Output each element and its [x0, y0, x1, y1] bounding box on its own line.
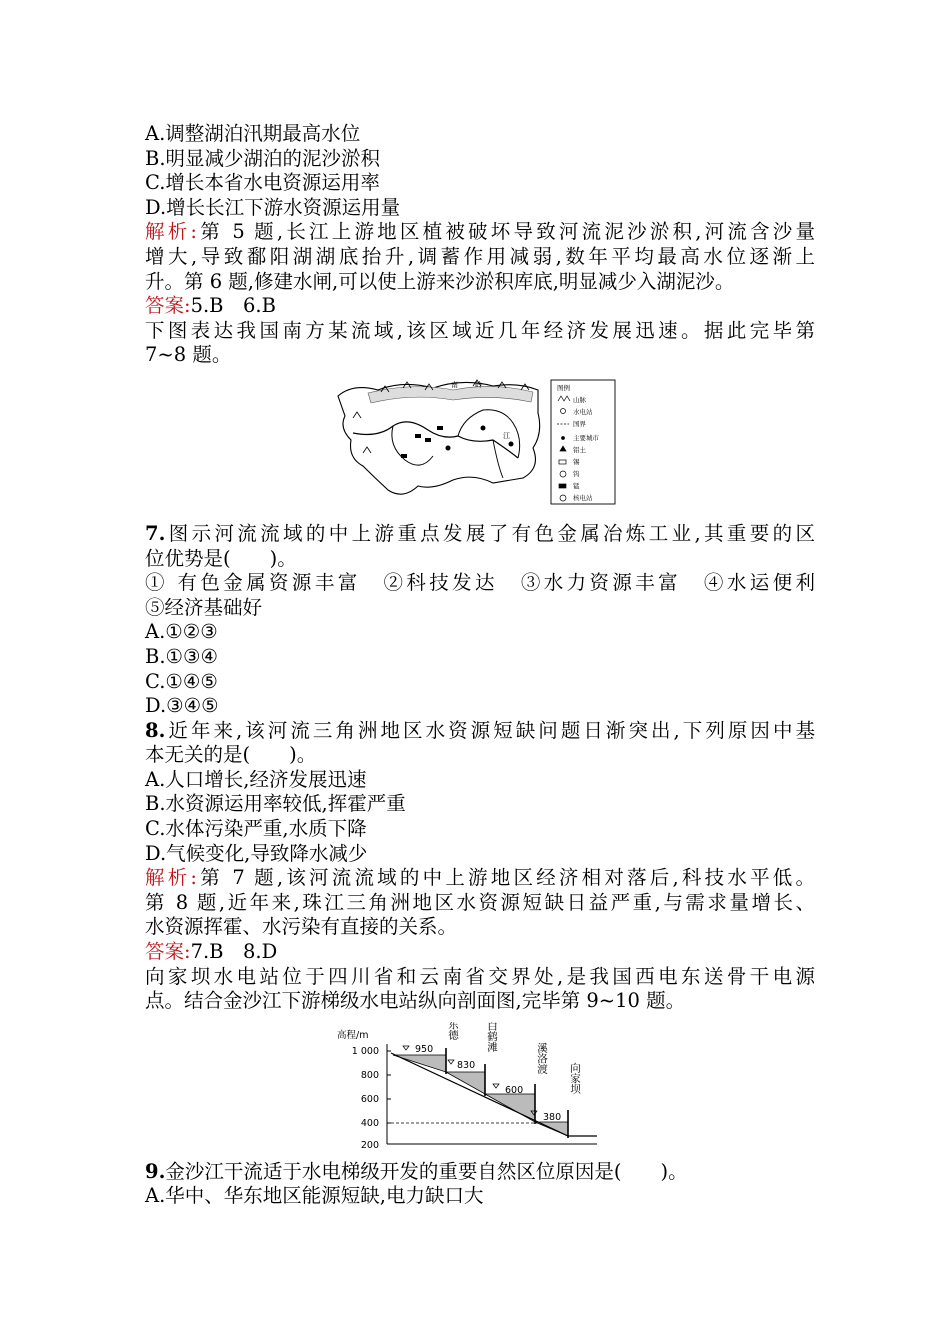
- q7-option-a: A.①②③: [145, 620, 218, 644]
- q7-choices-line-1: ① 有色金属资源丰富 ②科技发达 ③水力资源丰富 ④水运便利: [145, 571, 815, 595]
- station-xiluodu: 溪洛渡: [536, 1042, 548, 1074]
- station-wudongde: 乌东德: [447, 1021, 459, 1040]
- level-830: 830: [457, 1059, 476, 1071]
- q7-choices-line-2: ⑤经济基础好: [145, 595, 263, 619]
- legend-item-nuclear: 核电站: [573, 493, 593, 502]
- reservoir-xiluodu: [485, 1094, 535, 1122]
- legend-item-bauxite: 铝土: [573, 445, 586, 454]
- legend-item-border: 国界: [573, 419, 586, 428]
- intro-2-line-2: 7~8 题。: [145, 343, 232, 367]
- level-950: 950: [415, 1043, 434, 1055]
- ytick-200: 200: [360, 1139, 379, 1150]
- analysis-2-line-1: 解析:第 7 题,该河流流域的中上游地区经济相对落后,科技水平低。: [145, 866, 816, 890]
- map-legend: [551, 380, 615, 504]
- q7-number: 7.: [145, 521, 166, 545]
- reservoir-baihetan: [446, 1072, 485, 1094]
- q9-line-1: 9.金沙江干流适于水电梯级开发的重要自然区位原因是( )。: [145, 1159, 688, 1183]
- answer-label: 答案:: [145, 294, 191, 318]
- analysis-2-line-3: 水资源挥霍、水污染有直接的关系。: [145, 915, 458, 939]
- map-label-nan: 南: [451, 380, 458, 389]
- q7-line-1: 7.图示河流流域的中上游重点发展了有色金属冶炼工业,其重要的区: [145, 521, 815, 545]
- q8-option-b: B.水资源运用率较低,挥霍严重: [145, 792, 406, 816]
- q6-option-d: D.增长长江下游水资源运用量: [145, 195, 401, 219]
- analysis-label: 解析:: [145, 866, 198, 890]
- analysis-1-line-1: 解析:第 5 题,长江上游地区植被破坏导致河流泥沙淤积,河流含沙量: [145, 220, 816, 244]
- station-xiangjiaba: 向家坝: [569, 1062, 581, 1094]
- analysis-1-line-2: 增大,导致鄱阳湖湖底抬升,调蓄作用减弱,数年平均最高水位逐渐上: [145, 244, 815, 268]
- q8-line-2: 本无关的是( )。: [145, 743, 317, 767]
- profile-ylabel: 高程/m: [337, 1029, 369, 1041]
- q6-option-a: A.调整湖泊汛期最高水位: [145, 122, 361, 145]
- legend-title: 图例: [557, 383, 570, 392]
- q8-number: 8.: [145, 718, 166, 742]
- legend-item-hydro: 水电站: [573, 407, 593, 416]
- answer-1: 答案:5.B 6.B: [145, 294, 276, 318]
- level-600: 600: [505, 1084, 524, 1096]
- legend-item-tin: 锡: [573, 457, 580, 466]
- hydropower-profile: [335, 1022, 605, 1150]
- intro-3-line-1: 向家坝水电站位于四川省和云南省交界处,是我国西电东送骨干电源: [145, 964, 815, 988]
- analysis-2-line-2: 第 8 题,近年来,珠江三角洲地区水资源短缺日益严重,与需求量增长、: [145, 890, 815, 914]
- answer-2: 答案:7.B 8.D: [145, 940, 278, 964]
- legend-item-manganese: 锰: [573, 481, 580, 490]
- q8-line-1: 8.近年来,该河流三角洲地区水资源短缺问题日渐突出,下列原因中基: [145, 718, 815, 742]
- q8-option-a: A.人口增长,经济发展迅速: [145, 767, 367, 791]
- q9-option-a: A.华中、华东地区能源短缺,电力缺口大: [145, 1184, 484, 1208]
- river-basin-map: [333, 378, 618, 508]
- ytick-600: 600: [360, 1093, 379, 1105]
- ytick-1000: 1 000: [351, 1045, 379, 1057]
- q7-option-c: C.①④⑤: [145, 669, 218, 693]
- q7-line-2: 位优势是( )。: [145, 546, 297, 570]
- station-baihetan: 白鹤滩: [486, 1021, 498, 1052]
- ytick-800: 800: [360, 1069, 379, 1081]
- q8-option-d: D.气候变化,导致降水减少: [145, 841, 368, 865]
- legend-item-city: 主要城市: [573, 433, 599, 442]
- analysis-label: 解析:: [145, 220, 198, 244]
- q9-number: 9.: [145, 1159, 166, 1183]
- analysis-1-line-3: 升。第 6 题,修建水闸,可以使上游来沙淤积库底,明显减少入湖泥沙。: [145, 269, 735, 293]
- legend-item-mountain: 山脉: [573, 395, 586, 404]
- ytick-400: 400: [360, 1117, 379, 1129]
- level-380: 380: [543, 1111, 562, 1123]
- document-page: [145, 122, 815, 1209]
- q7-option-b: B.①③④: [145, 644, 218, 668]
- q7-option-d: D.③④⑤: [145, 694, 219, 718]
- q8-option-c: C.水体污染严重,水质下降: [145, 817, 367, 841]
- intro-3-line-2: 点。结合金沙江下游梯级水电站纵向剖面图,完毕第 9~10 题。: [145, 989, 686, 1013]
- answer-label: 答案:: [145, 940, 191, 964]
- map-label-jiang: 江: [503, 431, 510, 440]
- q6-option-c: C.增长本省水电资源运用率: [145, 171, 380, 195]
- map-label-ling: 岭: [475, 380, 482, 389]
- q6-option-b: B.明显减少湖泊的泥沙淤积: [145, 146, 381, 170]
- intro-2-line-1: 下图表达我国南方某流域,该区域近几年经济发展迅速。据此完毕第: [145, 318, 815, 342]
- legend-item-tungsten: 钨: [573, 469, 580, 478]
